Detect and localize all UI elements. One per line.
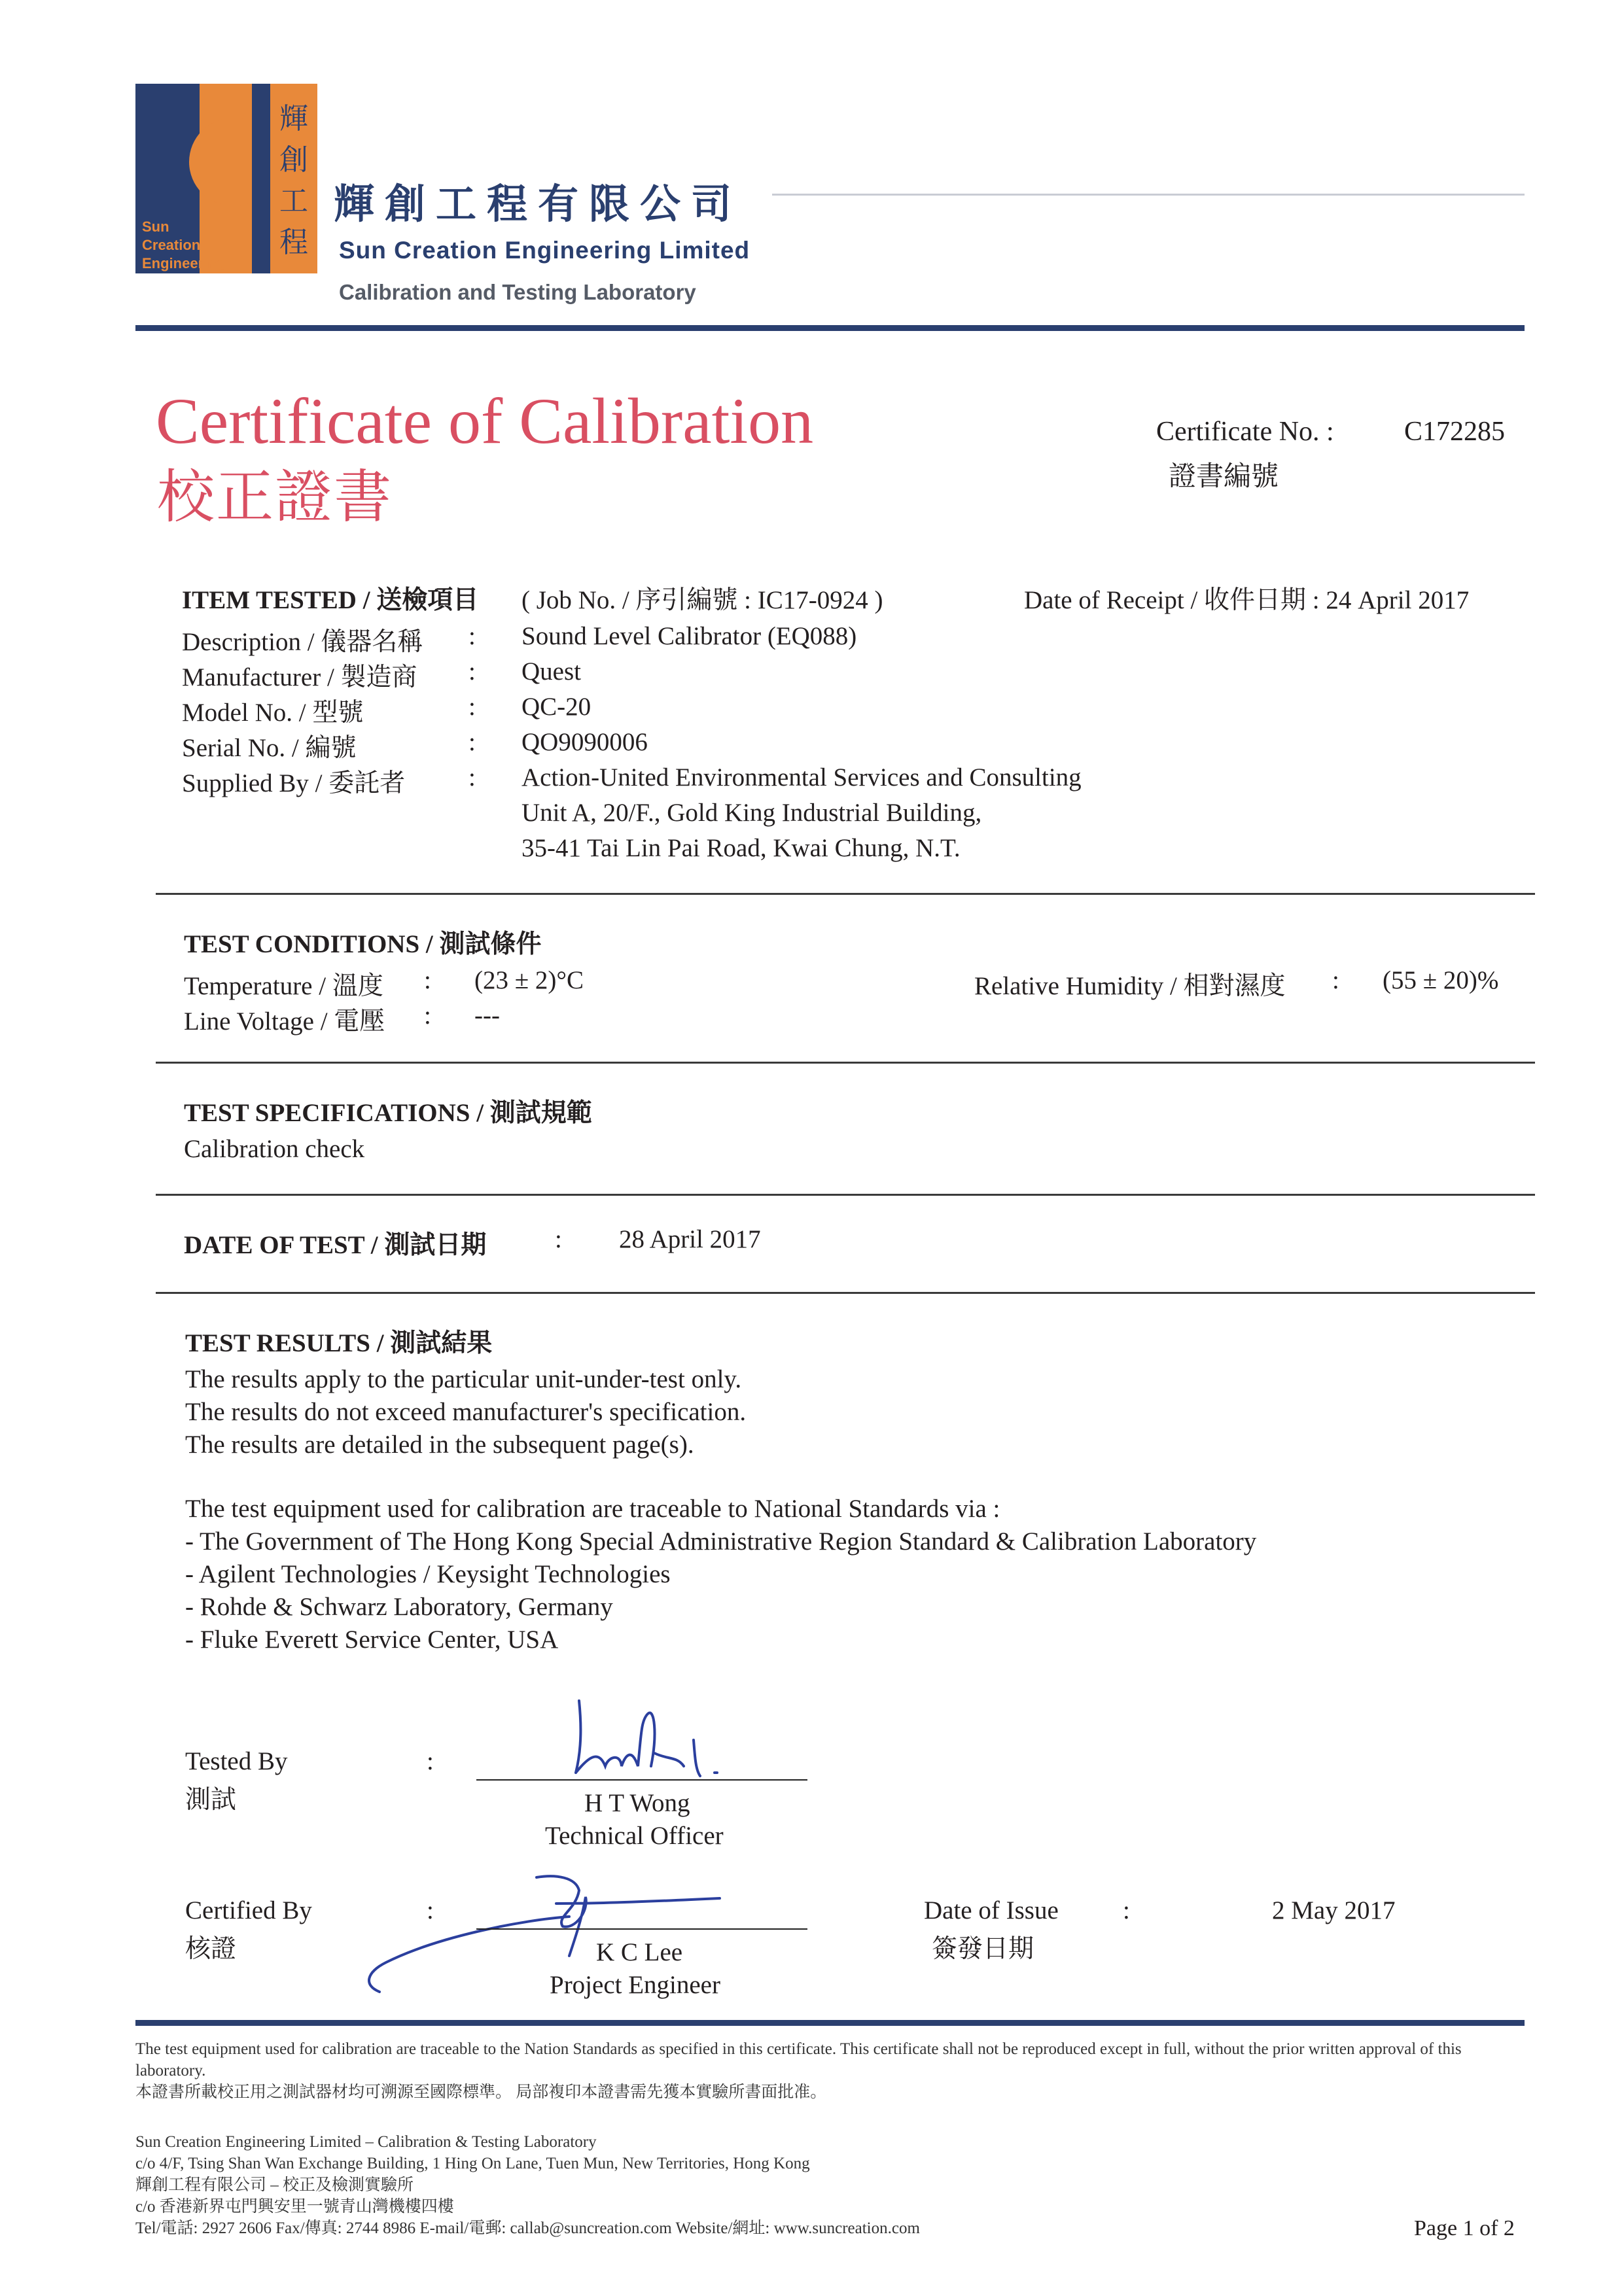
company-logo [135,84,317,273]
humidity-label: Relative Humidity / 相對濕度 [974,972,1286,1000]
item-label: Serial No. / 編號 [182,734,357,762]
tester-name: H T Wong [584,1789,690,1817]
test-specs-value: Calibration check [184,1135,365,1163]
section-divider [156,1062,1535,1064]
logo-chinese-chars: 輝 創 工 程 [270,84,317,273]
company-name-zh: 輝創工程有限公司 [334,180,743,228]
traceability-item: - Rohde & Schwarz Laboratory, Germany [185,1593,613,1621]
certificate-no-value: C172285 [1404,417,1506,447]
section-divider [156,893,1535,895]
result-line: The results apply to the particular unit-under-test only. [185,1365,742,1393]
tested-by-label: Tested By [185,1747,288,1775]
traceability-item: - Fluke Everett Service Center, USA [185,1626,559,1654]
item-tested-heading: ITEM TESTED / 送檢項目 [182,586,479,614]
result-line: The results do not exceed manufacturer's specification. [185,1398,747,1426]
traceability-item: - Agilent Technologies / Keysight Technologies [185,1560,671,1588]
line-voltage-label: Line Voltage / 電壓 [184,1007,385,1035]
footer-address: Sun Creation Engineering Limited – Calibration & Testing Laboratory c/o 4/F, Tsing Shan Wan Exchange Building, 1 Hing On Lane, Tuen Mun, New Territories, Hong Kong 輝創工程有限公司 – 校正及檢測實驗所 c/o 香港新界屯門興安里一號青山灣機樓四樓 Tel/電話: 2927 2606 Fax/傳真: 2744 8986 E-mail/電郵: callab@suncreation.com Website/網址: www.suncreation.com [135,2131,920,2239]
certificate-title-zh: 校正證書 [157,463,393,531]
colon: : [468,728,476,756]
date-of-test-heading: DATE OF TEST / 測試日期 [184,1231,487,1259]
certifier-name: K C Lee [596,1938,683,1966]
certificate-no-label-zh: 證書編號 [1169,460,1279,492]
temperature-label: Temperature / 溫度 [184,972,383,1000]
tester-signature [543,1694,733,1786]
header-thin-rule [772,194,1525,196]
page-number: Page 1 of 2 [1414,2216,1515,2240]
date-of-issue-value: 2 May 2017 [1272,1896,1396,1924]
colon: : [424,1001,431,1030]
certified-by-label-zh: 核證 [185,1935,237,1963]
result-line: The results are detailed in the subsequent page(s). [185,1431,694,1459]
test-conditions-heading: TEST CONDITIONS / 測試條件 [184,930,542,958]
header-divider [135,325,1525,331]
item-label: Manufacturer / 製造商 [182,663,417,691]
logo-english-text: Sun Creation Engineering [142,218,226,271]
tested-by-label-zh: 測試 [185,1786,237,1814]
colon: : [468,622,476,650]
item-label: Supplied By / 委託者 [182,769,406,797]
certificate-title: Certificate of Calibration [156,385,814,457]
date-of-receipt: Date of Receipt / 收件日期 : 24 April 2017 [1024,586,1470,614]
item-value: QO9090006 [521,728,648,756]
section-divider [156,1194,1535,1196]
certifier-signature-line [476,1928,807,1930]
footer-divider [135,2020,1525,2026]
item-value: QC-20 [521,693,591,721]
colon: : [555,1225,562,1253]
temperature-value: (23 ± 2)°C [474,966,584,994]
company-name-en: Sun Creation Engineering Limited [339,237,750,264]
item-label: Description / 儀器名稱 [182,628,423,656]
colon: : [1332,966,1339,994]
traceability-intro: The test equipment used for calibration are traceable to National Standards via : [185,1495,1000,1523]
colon: : [468,763,476,791]
date-of-issue-label-zh: 簽發日期 [932,1935,1034,1963]
test-specs-heading: TEST SPECIFICATIONS / 測試規範 [184,1099,592,1127]
certificate-no-label: Certificate No. : [1156,417,1334,447]
item-label: Model No. / 型號 [182,699,364,727]
colon: : [427,1896,434,1924]
traceability-item: - The Government of The Hong Kong Special Administrative Region Standard & Calibration Laboratory [185,1527,1257,1556]
section-divider [156,1292,1535,1294]
colon: : [427,1747,434,1775]
test-results-heading: TEST RESULTS / 測試結果 [185,1329,493,1357]
tester-title: Technical Officer [545,1822,724,1850]
supplier-address-line: 35-41 Tai Lin Pai Road, Kwai Chung, N.T. [521,834,961,862]
footer-note-zh: 本證書所載校正用之測試器材均可溯源至國際標準。 局部複印本證書需先獲本實驗所書面批准。 [135,2083,827,2101]
item-value: Quest [521,657,581,686]
colon: : [1123,1896,1130,1924]
line-voltage-value: --- [474,1001,500,1030]
tester-signature-line [476,1779,807,1781]
colon: : [468,657,476,686]
footer-note: The test equipment used for calibration are traceable to the Nation Standards as specified in this certificate. This certificate shall not be reproduced except in full, without the prior written approval of this laboratory. 本證書所載校正用之測試器材均可溯源至國際標準。 局部複印本證書需先獲本實驗所書面批准。 [135,2038,1529,2103]
certifier-title: Project Engineer [550,1971,720,1999]
lab-name: Calibration and Testing Laboratory [339,280,696,304]
date-of-test-value: 28 April 2017 [619,1225,761,1253]
footer-contact: Tel/電話: 2927 2606 Fax/傳真: 2744 8986 E-mail/電郵: callab@suncreation.com Website/網址: www.suncreation.com [135,2219,920,2237]
colon: : [468,693,476,721]
item-value: Action-United Environmental Services and Consulting [521,763,1082,791]
job-no: ( Job No. / 序引編號 : IC17-0924 ) [521,586,883,614]
item-value: Sound Level Calibrator (EQ088) [521,622,857,650]
colon: : [424,966,431,994]
date-of-issue-label: Date of Issue [924,1896,1059,1924]
certified-by-label: Certified By [185,1896,312,1924]
supplier-address-line: Unit A, 20/F., Gold King Industrial Building, [521,799,982,827]
humidity-value: (55 ± 20)% [1383,966,1499,994]
